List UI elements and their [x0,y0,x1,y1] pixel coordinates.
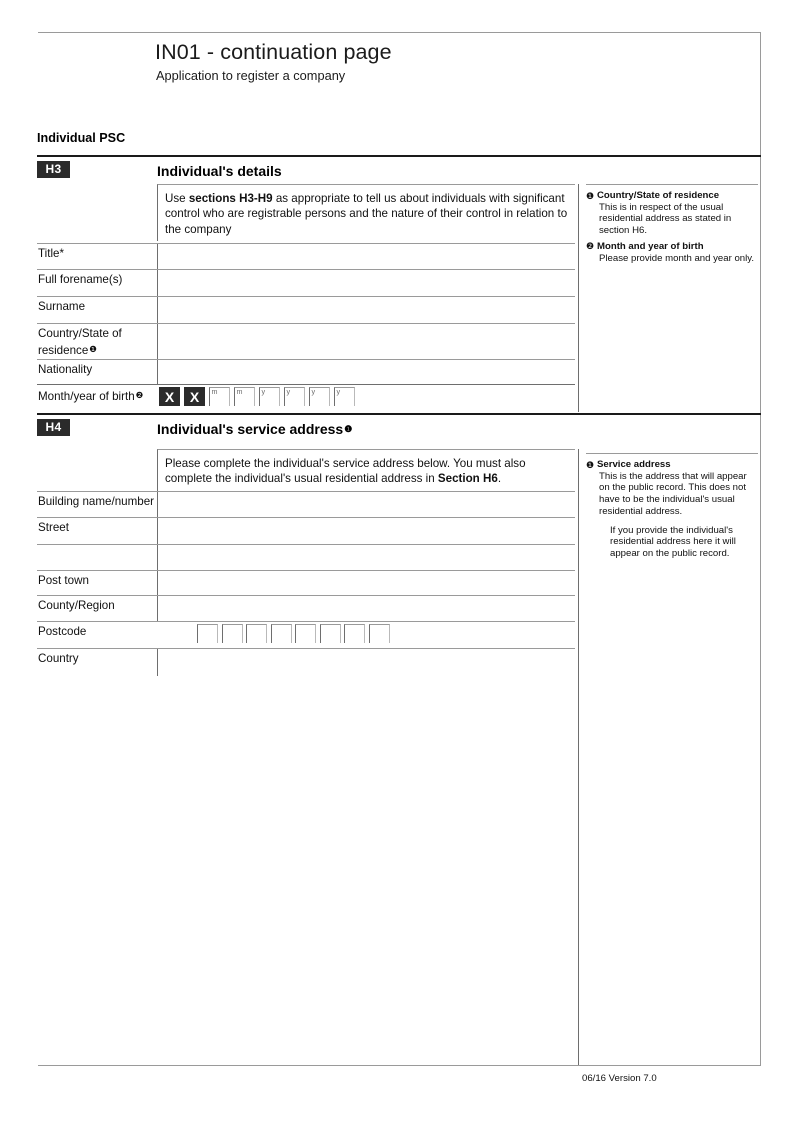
section-group-title: Individual PSC [37,131,126,145]
label-building: Building name/number [38,495,155,508]
label-country-residence-line2: residence [38,343,89,357]
note-marker-1-icon: ❶ [586,190,595,201]
input-street-cont[interactable] [157,545,575,570]
note-month-year-birth-title: Month and year of birth [597,240,704,252]
note-divider-h4 [578,449,579,1065]
page-border-top [38,32,761,33]
character-box[interactable] [234,387,255,406]
instruction-h4-post: . [497,472,502,486]
field-row-nationality [37,359,575,384]
note-country-residence [586,190,758,237]
note-service-address [586,459,758,560]
label-dob [37,385,160,405]
input-title[interactable] [157,244,575,269]
label-title: Title* [38,247,64,260]
input-surname[interactable] [157,297,575,323]
footer-version: 06/16 Version 7.0 [582,1073,657,1084]
field-row-title [37,243,575,269]
instruction-h4-bold: Section H6 [437,472,498,486]
label-dob-text: Month/year of birth [38,390,135,403]
section-badge-h3: H3 [37,161,70,178]
instruction-h3-pre: Use [165,192,189,205]
label-post-town: Post town [38,574,89,587]
character-box[interactable] [209,387,230,406]
character-box-hint: y [286,387,291,396]
character-box[interactable] [369,624,390,643]
section-heading-h4 [157,421,352,437]
character-box[interactable] [320,624,341,643]
character-box[interactable] [344,624,365,643]
character-box[interactable] [334,387,355,406]
character-box[interactable] [197,624,218,643]
field-row-county-region [37,595,575,621]
character-box[interactable] [284,387,305,406]
input-street[interactable] [157,518,575,544]
note-service-address-body: This is the address that will appear on the public record. This does not have to be the individual's usual residential address. [599,470,747,517]
character-box-hint: y [336,387,341,396]
section-heading-h3: Individual's details [157,163,282,179]
instruction-h4-pre: Please complete the individual's service address below. You must also complete the individual's usual residential address in [165,457,526,486]
field-row-street [37,517,575,544]
label-postcode: Postcode [38,625,87,638]
note-country-residence-body: This is in respect of the usual residential address as stated in section H6. [599,201,732,237]
label-street-cont [37,545,160,548]
field-row-building [37,491,575,517]
label-country-residence-line1: Country/State of [38,327,122,340]
input-county-region[interactable] [157,596,575,621]
input-country-residence[interactable] [157,324,575,359]
character-box[interactable] [295,624,316,643]
footnote-marker-1-icon: ❶ [89,343,97,354]
note-divider-h3 [578,184,579,412]
instruction-h4 [157,449,575,491]
label-country: Country [38,652,79,665]
page-title: IN01 - continuation page [155,40,392,64]
character-box[interactable] [309,387,330,406]
instruction-h3-post: as appropriate to tell us about individuals with significant control who are registrable persons and the nature of their control in relation to the company [165,192,568,236]
field-row-postcode [37,621,575,648]
section-rule-h4 [37,413,761,415]
note-box-h3 [586,184,758,268]
instruction-h3-bold: sections H3-H9 [188,192,273,205]
character-box-hint: m [211,387,218,396]
note-service-address-extra: If you provide the individual's residential address here it will appear on the public record. [610,524,736,559]
label-street: Street [38,521,69,534]
footnote-marker-2-icon: ❷ [135,390,144,400]
instruction-h3 [157,184,575,241]
label-surname: Surname [38,300,86,313]
input-post-town[interactable] [157,571,575,595]
section-badge-h4: H4 [37,419,70,436]
character-box[interactable]: X [184,387,205,406]
input-country[interactable] [157,649,575,676]
character-box[interactable] [271,624,292,643]
note-marker-2-icon: ❷ [586,241,595,252]
input-building[interactable] [157,492,575,517]
field-row-country-residence [37,323,575,359]
label-nationality: Nationality [38,363,93,376]
postcode-character-boxes[interactable] [197,622,397,648]
note-month-year-birth-body: Please provide month and year only. [599,252,755,264]
note-service-address-title: Service address [597,459,671,470]
input-forenames[interactable] [157,270,575,296]
label-forenames: Full forename(s) [38,273,123,286]
section-rule-h3 [37,155,761,157]
character-box[interactable]: X [159,387,180,406]
field-row-street-cont [37,544,575,570]
character-box[interactable] [246,624,267,643]
field-row-dob [37,384,575,412]
section-heading-h4-text: Individual's service address [157,421,344,437]
label-county-region: County/Region [38,599,115,612]
character-box[interactable] [259,387,280,406]
page-border-right [760,32,761,1066]
character-box-hint: y [311,387,316,396]
field-row-country [37,648,575,676]
page-border-bottom [38,1065,761,1066]
field-row-forenames [37,269,575,296]
note-box-h4 [586,453,758,564]
field-row-surname [37,296,575,323]
character-box-hint: m [236,387,243,396]
note-country-residence-title: Country/State of residence [597,190,720,201]
field-row-post-town [37,570,575,595]
dob-character-boxes[interactable] [159,385,379,412]
footnote-marker-1b-icon: ❶ [344,424,353,434]
label-country-residence [37,324,160,358]
character-box-hint: y [261,387,266,396]
character-box[interactable] [222,624,243,643]
page-subtitle: Application to register a company [156,68,346,83]
input-nationality[interactable] [157,360,575,384]
note-month-year-birth [586,241,758,264]
note-marker-1c-icon: ❶ [586,459,595,470]
